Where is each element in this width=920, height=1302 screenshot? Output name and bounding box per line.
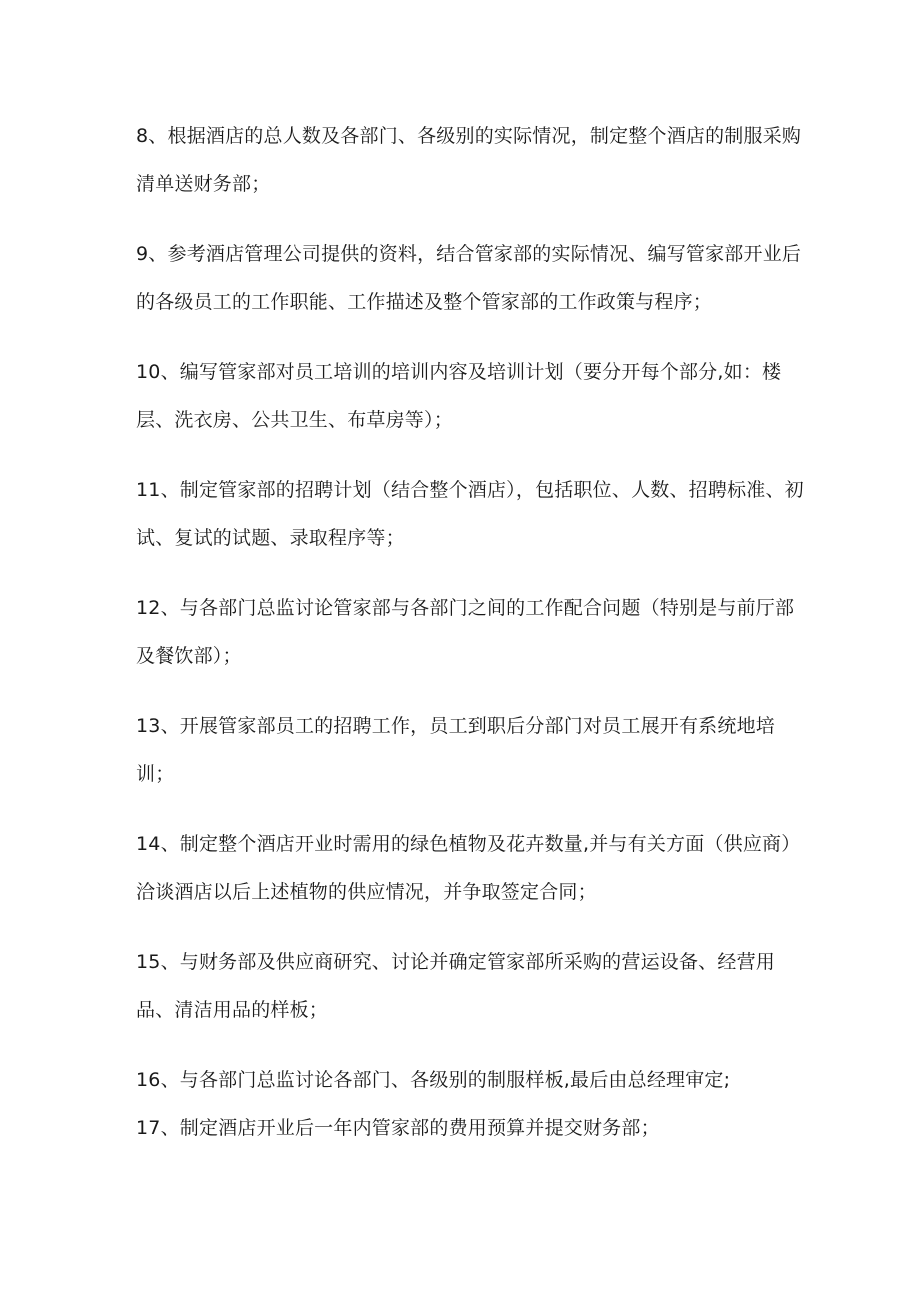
list-item-16: 16、与各部门总监讨论各部门、各级别的制服样板,最后由总经理审定; xyxy=(136,1069,731,1091)
list-item-11: 11、制定管家部的招聘计划（结合整个酒店），包括职位、人数、招聘标准、初试、复试的试题、录取程序等； xyxy=(136,479,804,549)
list-item-8: 8、根据酒店的总人数及各部门、各级别的实际情况，制定整个酒店的制服采购清单送财务部； xyxy=(136,125,802,195)
list-item-14: 14、制定整个酒店开业时需用的绿色植物及花卉数量,并与有关方面（供应商）洽谈酒店以后上述植物的供应情况，并争取签定合同； xyxy=(136,833,801,903)
document-body xyxy=(136,112,806,1152)
list-item-17: 17、制定酒店开业后一年内管家部的费用预算并提交财务部； xyxy=(136,1117,660,1139)
list-item-13: 13、开展管家部员工的招聘工作，员工到职后分部门对员工展开有系统地培训； xyxy=(136,715,775,785)
list-item-9: 9、参考酒店管理公司提供的资料，结合管家部的实际情况、编写管家部开业后的各级员工的工作职能、工作描述及整个管家部的工作政策与程序； xyxy=(136,243,802,313)
list-item-12: 12、与各部门总监讨论管家部与各部门之间的工作配合问题（特别是与前厅部及餐饮部）； xyxy=(136,597,795,667)
list-item-15: 15、与财务部及供应商研究、讨论并确定管家部所采购的营运设备、经营用品、清洁用品的样板； xyxy=(136,951,775,1021)
list-item-10: 10、编写管家部对员工培训的培训内容及培训计划（要分开每个部分,如：楼层、洗衣房、公共卫生、布草房等）； xyxy=(136,361,782,431)
